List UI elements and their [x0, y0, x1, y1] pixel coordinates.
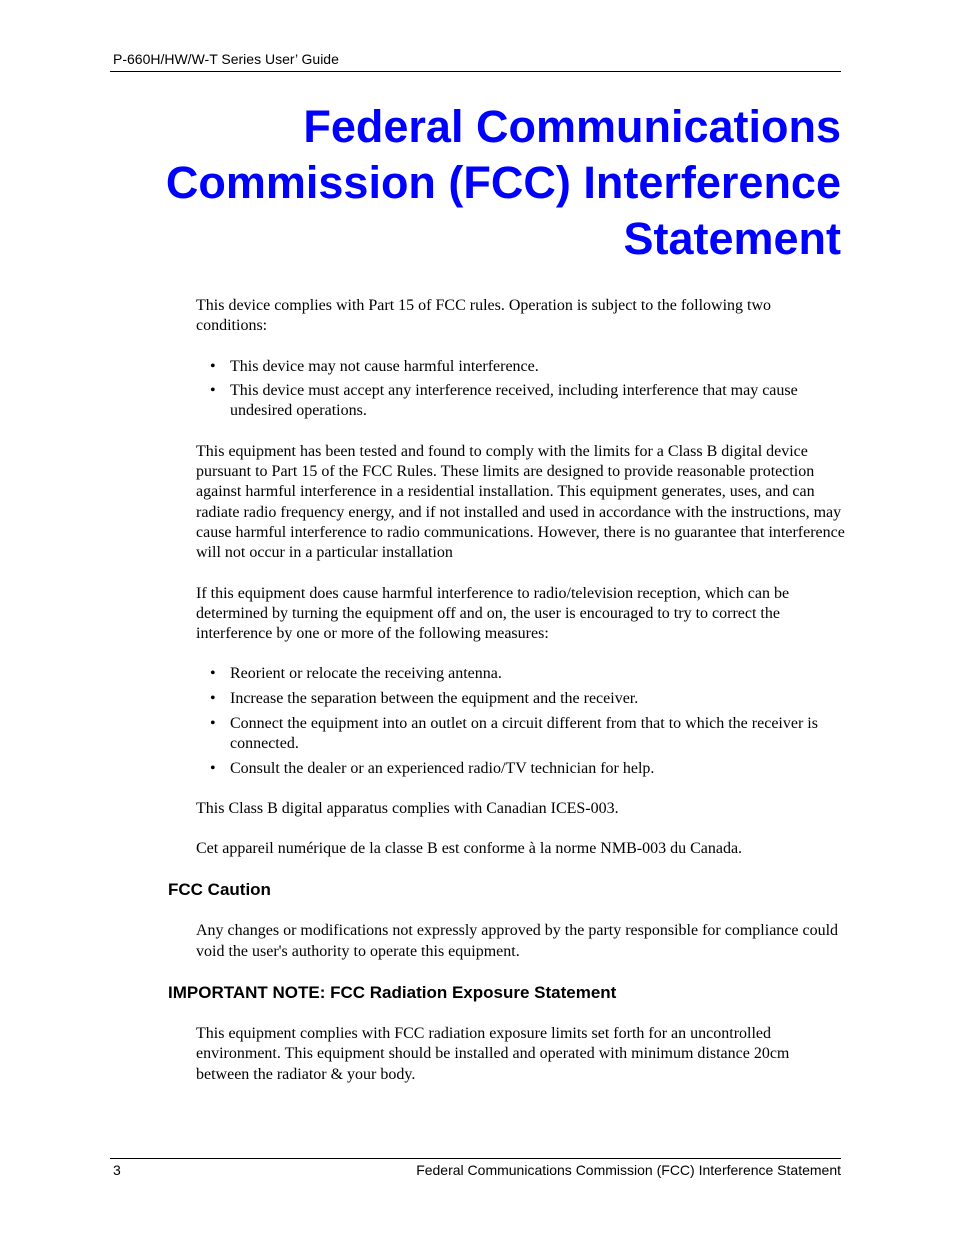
document-body	[168, 296, 846, 1105]
bullet-icon: •	[210, 357, 216, 375]
bullet-icon: •	[210, 665, 216, 683]
list-item	[196, 664, 846, 684]
list-item-text: Consult the dealer or an experienced radio/TV technician for help.	[230, 759, 655, 777]
conditions-list	[196, 357, 846, 422]
bullet-icon: •	[210, 759, 216, 777]
radiation-exposure-paragraph: This equipment complies with FCC radiation exposure limits set forth for an uncontrolled environment. This equipment should be installed and operated with minimum distance 20cm between the radiator & your body.	[196, 1025, 790, 1083]
list-item	[196, 357, 846, 377]
chapter-title	[110, 99, 841, 267]
list-item-text: This device may not cause harmful interference.	[230, 357, 539, 375]
running-header: P-660H/HW/W-T Series User’ Guide	[113, 51, 339, 67]
running-footer-title: Federal Communications Commission (FCC) Interference Statement	[416, 1162, 841, 1178]
bullet-icon: •	[210, 382, 216, 400]
list-item	[196, 689, 846, 709]
list-item-text: Increase the separation between the equipment and the receiver.	[230, 690, 639, 708]
tested-paragraph: This equipment has been tested and found to comply with the limits for a Class B digital device pursuant to Part 15 of the FCC Rules. These limits are designed to provide reasonable protection against harmful interference in a residential installation. This equipment generates, uses, and can radiate radio frequency energy, and if not installed and used in accordance with the instructions, may cause harmful interference to radio communications. However, there is no guarantee that interference will not occur in a particular installation	[196, 442, 845, 562]
fcc-caution-heading: FCC Caution	[168, 880, 271, 900]
footer-divider	[110, 1158, 841, 1159]
canada-nmb-paragraph: Cet appareil numérique de la classe B est conforme à la norme NMB-003 du Canada.	[196, 840, 743, 858]
canada-ices-paragraph: This Class B digital apparatus complies with Canadian ICES-003.	[196, 799, 619, 817]
list-item-text: This device must accept any interference received, including interference that may cause undesired operations.	[230, 382, 798, 420]
header-divider	[110, 71, 841, 72]
bullet-icon: •	[210, 714, 216, 732]
bullet-icon: •	[210, 690, 216, 708]
chapter-title-line-3: Statement	[623, 213, 841, 264]
measures-intro-paragraph: If this equipment does cause harmful interference to radio/television reception, which can be determined by turning the equipment off and on, the user is encouraged to try to correct the interference by one or more of the following measures:	[196, 584, 790, 643]
list-item	[196, 759, 846, 779]
measures-list	[196, 664, 846, 778]
list-item-text: Connect the equipment into an outlet on a circuit different from that to which the receiver is connected.	[230, 714, 818, 752]
page-number: 3	[113, 1162, 121, 1178]
list-item-text: Reorient or relocate the receiving antenna.	[230, 665, 502, 683]
list-item	[196, 381, 846, 422]
intro-paragraph: This device complies with Part 15 of FCC rules. Operation is subject to the following two conditions:	[196, 297, 772, 335]
list-item	[196, 714, 846, 755]
fcc-caution-paragraph: Any changes or modifications not expressly approved by the party responsible for compliance could void the user's authority to operate this equipment.	[196, 922, 839, 960]
chapter-title-line-1: Federal Communications	[303, 101, 841, 152]
radiation-exposure-heading: IMPORTANT NOTE: FCC Radiation Exposure Statement	[168, 983, 617, 1003]
chapter-title-line-2: Commission (FCC) Interference	[165, 157, 841, 208]
